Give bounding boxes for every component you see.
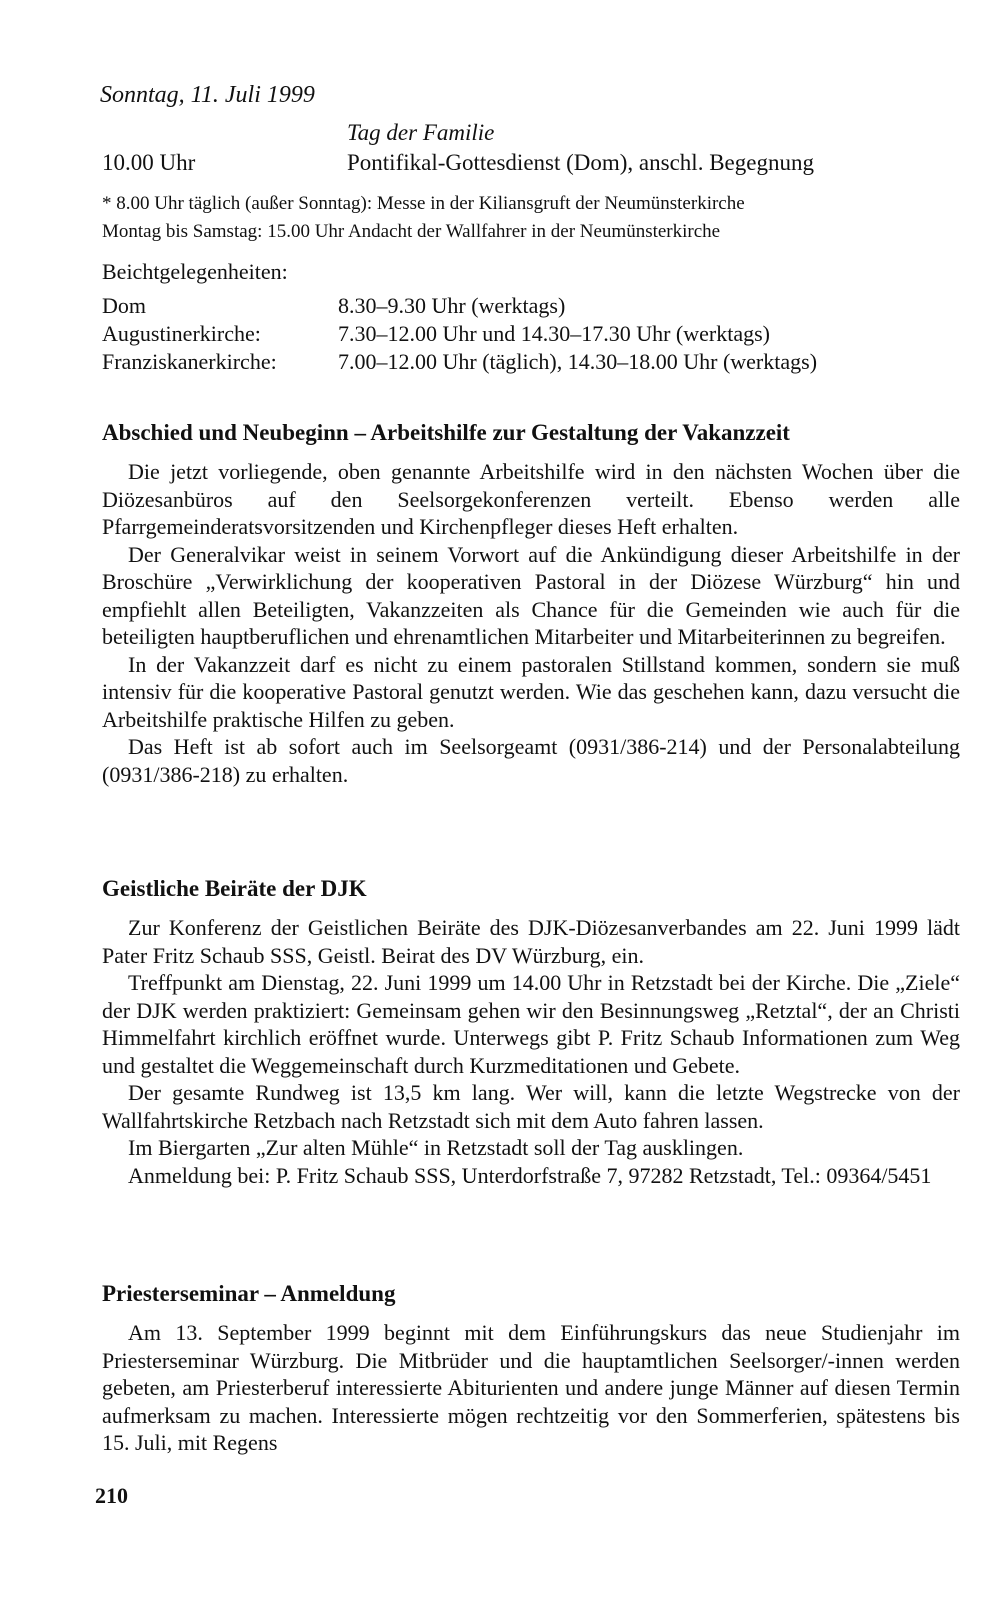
confession-row (102, 320, 817, 348)
paragraph: Anmeldung bei: P. Fritz Schaub SSS, Unterdorfstraße 7, 97282 Retzstadt, Tel.: 09364/5451 (128, 1162, 932, 1188)
confession-place: Dom (102, 293, 146, 318)
confession-times: 7.00–12.00 Uhr (täglich), 14.30–18.00 Uhr (werktags) (338, 349, 818, 374)
section-title: Abschied und Neubeginn – Arbeitshilfe zur Gestaltung der Vakanzzeit (102, 420, 790, 445)
confession-heading: Beichtgelegenheiten: (102, 259, 288, 284)
section-body (102, 1319, 960, 1457)
paragraph: Der Generalvikar weist in seinem Vorwort auf die Ankündigung dieser Arbeitshilfe in der Broschüre „Verwirklichung der kooperativen Pastoral in der Diözese Würzburg“ hin und empfiehlt allen Beteiligten, Vakanzzeiten als Chance für die Gemeinden wie auch für die beteiligten hauptberuflichen und ehrenamtlichen Mitarbeiter und Mitarbeiterinnen zu begreifen. (102, 541, 960, 649)
section-title: Geistliche Beiräte der DJK (102, 876, 367, 901)
section-title: Priesterseminar – Anmeldung (102, 1281, 396, 1306)
event-description: Pontifikal-Gottesdienst (Dom), anschl. Begegnung (347, 150, 814, 175)
paragraph: Am 13. September 1999 beginnt mit dem Einführungskurs das neue Studienjahr im Priesterseminar Würzburg. Die Mitbrüder und die hauptamtlichen Seelsorger/-innen werden gebeten, am Priesterberuf interessierte Abiturienten und andere junge Männer auf diesen Termin aufmerksam zu machen. Interessierte mögen rechtzeitig vor den Sommerferien, spätestens bis 15. Juli, mit Regens (102, 1320, 960, 1455)
confession-table (102, 292, 817, 376)
page-number: 210 (95, 1483, 128, 1508)
paragraph: Zur Konferenz der Geistlichen Beiräte des DJK-Diözesanverbandes am 22. Juni 1999 lädt Pater Fritz Schaub SSS, Geistl. Beirat des DV Würzburg, ein. (102, 915, 960, 968)
section-body (102, 458, 960, 788)
event-schedule (102, 118, 814, 178)
date-heading: Sonntag, 11. Juli 1999 (100, 82, 315, 108)
confession-place: Franziskanerkirche: (102, 349, 277, 374)
event-title: Tag der Familie (347, 120, 495, 145)
event-time: 10.00 Uhr (102, 150, 196, 175)
confession-row (102, 348, 817, 376)
paragraph: Treffpunkt am Dienstag, 22. Juni 1999 um 14.00 Uhr in Retzstadt bei der Kirche. Die „Ziele“ der DJK werden praktiziert: Gemeinsam gehen wir den Besinnungsweg „Retztal“, der an Christi Himmelfahrt kirchlich eröffnet wurde. Unterwegs gibt P. Fritz Schaub Informationen zum Weg und gestaltet die Weggemeinschaft durch Kurzmeditationen und Gebete. (102, 970, 960, 1078)
paragraph: Im Biergarten „Zur alten Mühle“ in Retzstadt soll der Tag ausklingen. (128, 1135, 744, 1160)
section-body (102, 914, 960, 1189)
paragraph: Die jetzt vorliegende, oben genannte Arbeitshilfe wird in den nächsten Wochen über die Diözesanbüros auf den Seelsorgekonferenzen verteilt. Ebenso werden alle Pfarrgemeinderatsvorsitzenden und Kirchenpfleger dieses Heft erhalten. (102, 459, 960, 539)
confession-place: Augustinerkirche: (102, 321, 261, 346)
confession-times: 8.30–9.30 Uhr (werktags) (338, 293, 566, 318)
paragraph: Der gesamte Rundweg ist 13,5 km lang. Wer will, kann die letzte Wegstrecke von der Wallfahrtskirche Retzbach nach Retzstadt sich mit dem Auto fahren lassen. (102, 1080, 960, 1133)
note-line: Montag bis Samstag: 15.00 Uhr Andacht der Wallfahrer in der Neumünsterkirche (102, 221, 721, 242)
paragraph: In der Vakanzzeit darf es nicht zu einem pastoralen Stillstand kommen, sondern sie muß intensiv für die kooperative Pastoral genutzt werden. Wie das geschehen kann, dazu versucht die Arbeitshilfe praktische Hilfen zu geben. (102, 651, 960, 732)
note-line: * 8.00 Uhr täglich (außer Sonntag): Messe in der Kiliansgruft der Neumünsterkirche (102, 193, 745, 214)
mass-notes (102, 190, 745, 246)
confession-row (102, 292, 817, 320)
confession-times: 7.30–12.00 Uhr und 14.30–17.30 Uhr (werktags) (338, 321, 770, 346)
paragraph: Das Heft ist ab sofort auch im Seelsorgeamt (0931/386-214) und der Personalabteilung (0931/386-218) zu erhalten. (102, 734, 960, 787)
